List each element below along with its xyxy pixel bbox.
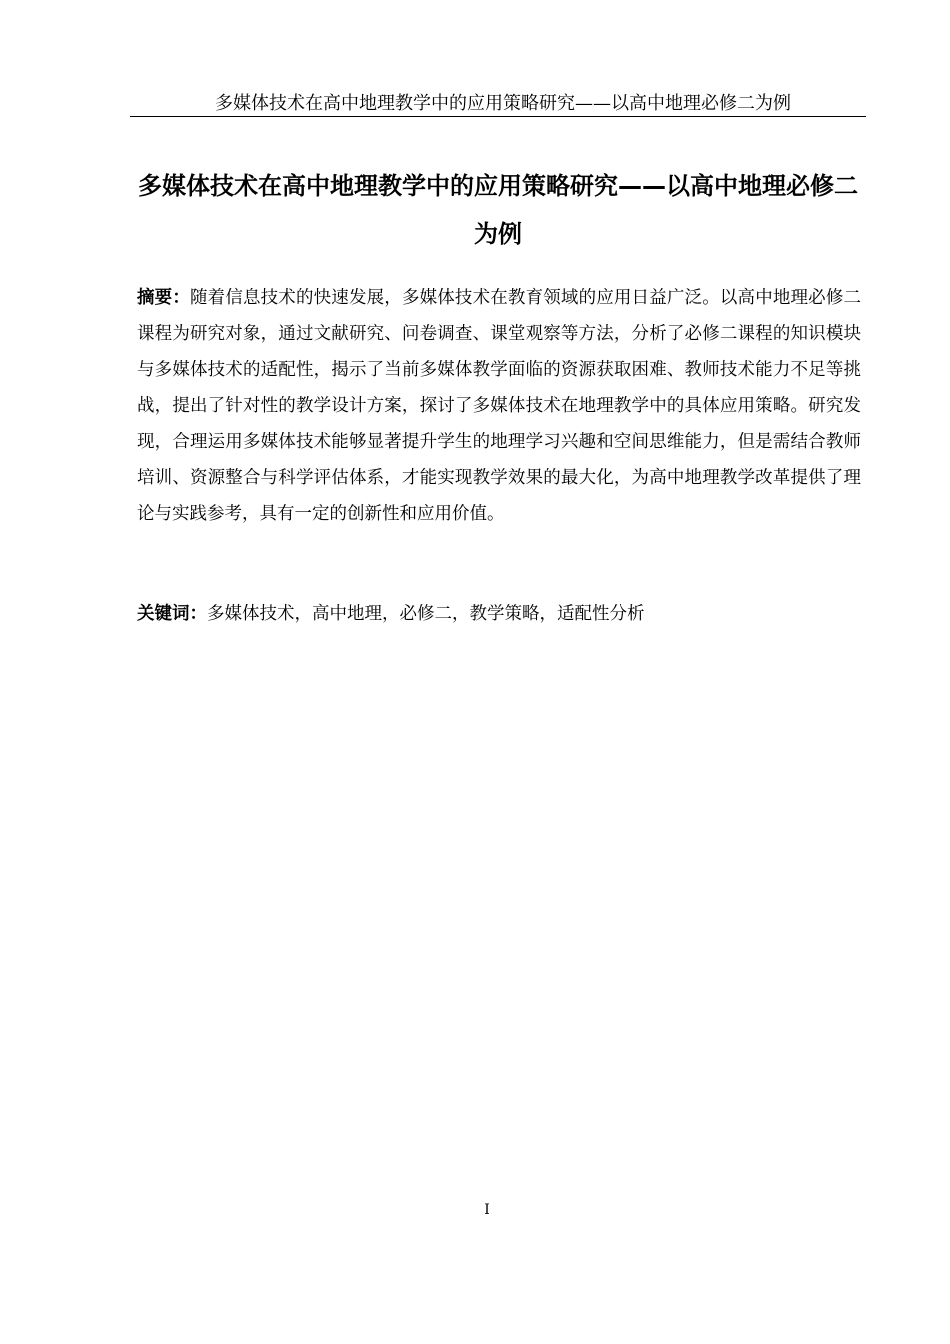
keywords-text: 多媒体技术，高中地理，必修二，教学策略，适配性分析 bbox=[207, 604, 645, 624]
abstract-text: 随着信息技术的快速发展，多媒体技术在教育领域的应用日益广泛。以高中地理必修二课程为研究对象，通过文献研究、问卷调查、课堂观察等方法，分析了必修二课程的知识模块与多媒体技术的适配性，揭示了当前多媒体教学面临的资源获取困难、教师技术能力不足等挑战，提出了针对性的教学设计方案，探讨了多媒体技术在地理教学中的具体应用策略。研究发现，合理运用多媒体技术能够显著提升学生的地理学习兴趣和空间思维能力，但是需结合教师培训、资源整合与科学评估体系，才能实现教学效果的最大化，为高中地理教学改革提供了理论与实践参考，具有一定的创新性和应用价值。 bbox=[137, 288, 862, 524]
header-rule bbox=[130, 116, 866, 117]
abstract-paragraph bbox=[137, 280, 861, 532]
keywords-label: 关键词： bbox=[137, 604, 207, 624]
keywords-paragraph bbox=[137, 596, 861, 632]
running-header: 多媒体技术在高中地理教学中的应用策略研究——以高中地理必修二为例 bbox=[215, 93, 791, 114]
document-title: 多媒体技术在高中地理教学中的应用策略研究——以高中地理必修二为例 bbox=[138, 172, 858, 248]
page-number: I bbox=[484, 1202, 490, 1218]
abstract-label: 摘要： bbox=[137, 288, 190, 308]
